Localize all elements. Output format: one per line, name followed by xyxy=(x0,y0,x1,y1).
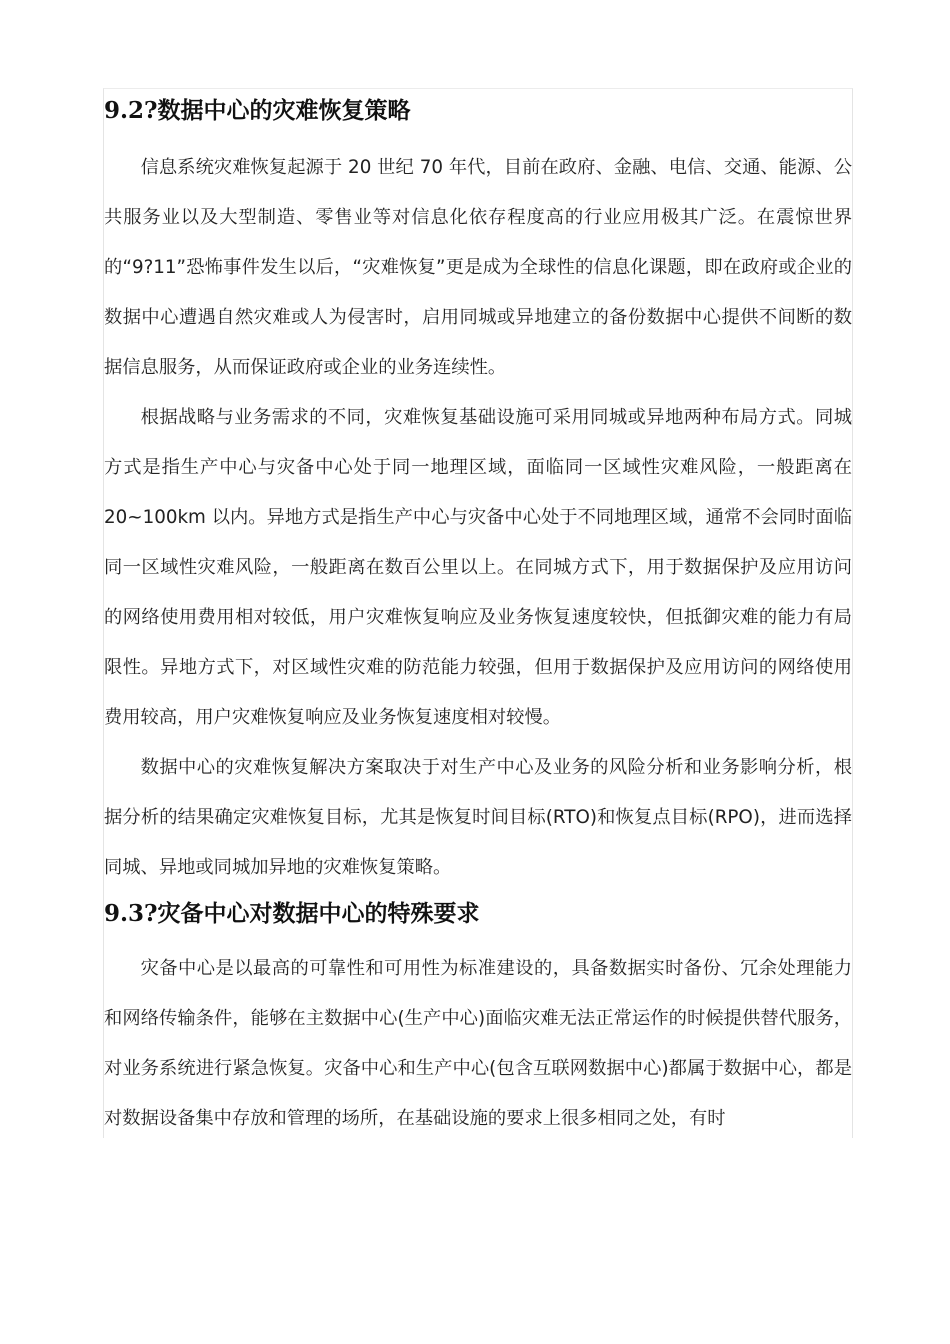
paragraph-backup-center-requirements: 灾备中心是以最高的可靠性和可用性为标准建设的，具备数据实时备份、冗余处理能力和网络传输条件，能够在主数据中心(生产中心)面临灾难无法正常运作的时候提供替代服务，对业务系统进行紧急恢复。灾备中心和生产中心(包含互联网数据中心)都属于数据中心，都是对数据设备集中存放和管理的场所，在基础设施的要求上很多相同之处，有时 xyxy=(104,958,852,1129)
paragraph-disaster-recovery-origin: 信息系统灾难恢复起源于 20 世纪 70 年代，目前在政府、金融、电信、交通、能源、公共服务业以及大型制造、零售业等对信息化依存程度高的行业应用极其广泛。在震惊世界的“9?11”恐怖事件发生以后，“灾难恢复”更是成为全球性的信息化课题，即在政府或企业的数据中心遭遇自然灾难或人为侵害时，启用同城或异地建立的备份数据中心提供不间断的数据信息服务，从而保证政府或企业的业务连续性。 xyxy=(104,157,852,378)
paragraph-recovery-strategy: 数据中心的灾难恢复解决方案取决于对生产中心及业务的风险分析和业务影响分析，根据分析的结果确定灾难恢复目标，尤其是恢复时间目标(RTO)和恢复点目标(RPO)，进而选择同城、异地或同城加异地的灾难恢复策略。 xyxy=(104,757,852,878)
paragraph-deployment-modes: 根据战略与业务需求的不同，灾难恢复基础设施可采用同城或异地两种布局方式。同城方式是指生产中心与灾备中心处于同一地理区域，面临同一区域性灾难风险，一般距离在 20~100km 以内。异地方式是指生产中心与灾备中心处于不同地理区域，通常不会同时面临同一区域性灾难风险，一般距离在数百公里以上。在同城方式下，用于数据保护及应用访问的网络使用费用相对较低，用户灾难恢复响应及业务恢复速度较快，但抵御灾难的能力有局限性。异地方式下，对区域性灾难的防范能力较强，但用于数据保护及应用访问的网络使用费用较高，用户灾难恢复响应及业务恢复速度相对较慢。 xyxy=(104,407,852,728)
document-body xyxy=(103,88,853,1138)
section-heading-9-3: 9.3?灾备中心对数据中心的特殊要求 xyxy=(104,900,480,927)
section-heading-9-2: 9.2?数据中心的灾难恢复策略 xyxy=(104,97,411,124)
